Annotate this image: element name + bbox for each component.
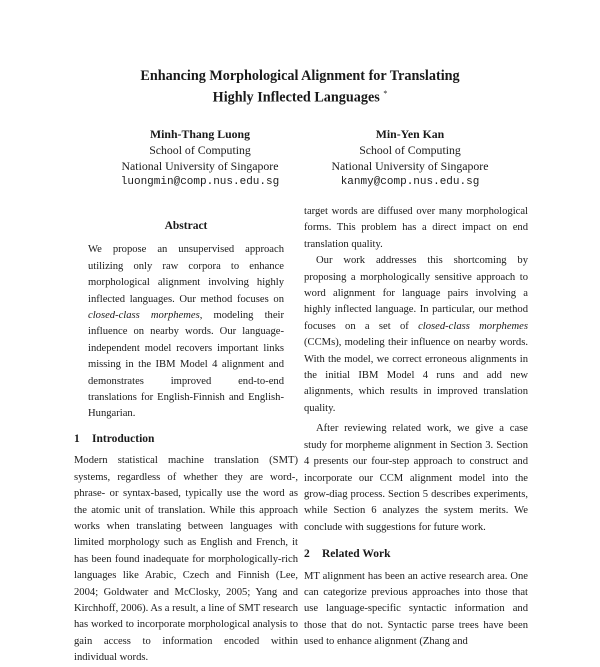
section-title: Introduction xyxy=(92,432,155,445)
intro-paragraph-1: Modern statistical machine translation (SMT) systems, regardless of whether they are word-, phrase- or syntax-based, typically use the word as the atomic unit of translation. While this approach works when translating between languages with limited morphology such as English and French, it has been found inadequate for morphologically-rich languages like Arabic, Czech and Finnish (Lee, 2004; Goldwater and McClosky, 2005; Yang and Kirchhoff, 2006). As a result, a line of SMT research has worked to incorporate morphological analysis to gain access to information encoded within individual words. xyxy=(74,455,298,664)
intro-paragraph-2-part-2: (CCMs), modeling their influence on nearby words. With the model, we correct erroneous alignments in the initial IBM Model 4 runs and add new alignments, which results in improved translation quality. xyxy=(304,337,528,414)
related-work-paragraph-1: MT alignment has been an active research area. One can categorize previous approaches into those that use language-specific syntactic information and those that do not. Syntactic parse trees have been used to enhance alignment (Zhang and xyxy=(304,570,528,648)
abstract-text-part-1: We propose an unsupervised approach utilizing only raw corpora to enhance morphological alignment involving highly inflected languages. Our method focuses on xyxy=(88,244,284,305)
intro-paragraph-1-continued: target words are diffused over many morphological forms. This problem has a direct impact on end translation quality. xyxy=(304,206,528,250)
abstract-emphasis: closed-class morphemes xyxy=(88,310,200,322)
title-footnote-mark: * xyxy=(383,89,388,98)
title-line-2 xyxy=(0,85,600,107)
intro-paragraph-2 xyxy=(304,253,528,417)
abstract-text-part-2: , modeling their influence on nearby words. Our language-independent model recovers important links missing in the IBM Model 4 alignment and demonstrates improved end-to-end translations for English-Finnish and English-Hungarian. xyxy=(88,310,284,420)
author-email: luongmin@comp.nus.edu.sg xyxy=(120,176,280,188)
author-institution: National University of Singapore xyxy=(121,159,279,173)
author-name: Min-Yen Kan xyxy=(375,127,445,141)
intro-emphasis: closed-class morphemes xyxy=(418,320,528,332)
title-line-1: Enhancing Morphological Alignment for Translating xyxy=(140,68,460,84)
author-affiliation: School of Computing xyxy=(149,143,251,157)
author-block-2 xyxy=(300,126,520,190)
author-affiliation: School of Computing xyxy=(359,143,461,157)
section-heading-related-work xyxy=(304,546,528,562)
section-title: Related Work xyxy=(322,548,391,561)
section-heading-introduction xyxy=(74,431,298,447)
intro-paragraph-2-part-1: Our work addresses this shortcoming by proposing a morphologically sensitive approach to word alignment for language pairs involving a highly inflected language. In particular, our method focuses on a set of xyxy=(304,255,528,332)
section-number: 2 xyxy=(304,548,310,561)
author-institution: National University of Singapore xyxy=(331,159,489,173)
intro-paragraph-3: After reviewing related work, we give a case study for morpheme alignment in Section 3. Section 4 presents our four-step approach to construct and incorporate our CCM alignment model into the grow-diag process. Section 5 describes experiments, while Section 6 analyzes the system merits. We conclude with suggestions for future work. xyxy=(304,423,528,533)
paper-title xyxy=(0,67,600,107)
section-number: 1 xyxy=(74,432,80,445)
right-column xyxy=(304,206,528,651)
left-column xyxy=(74,216,298,667)
author-email: kanmy@comp.nus.edu.sg xyxy=(340,176,480,188)
author-block-1 xyxy=(90,126,310,190)
author-name: Minh-Thang Luong xyxy=(150,127,250,141)
abstract-heading: Abstract xyxy=(164,220,208,232)
title-line-2-text: Highly Inflected Languages xyxy=(212,89,380,106)
abstract-text xyxy=(74,242,298,422)
